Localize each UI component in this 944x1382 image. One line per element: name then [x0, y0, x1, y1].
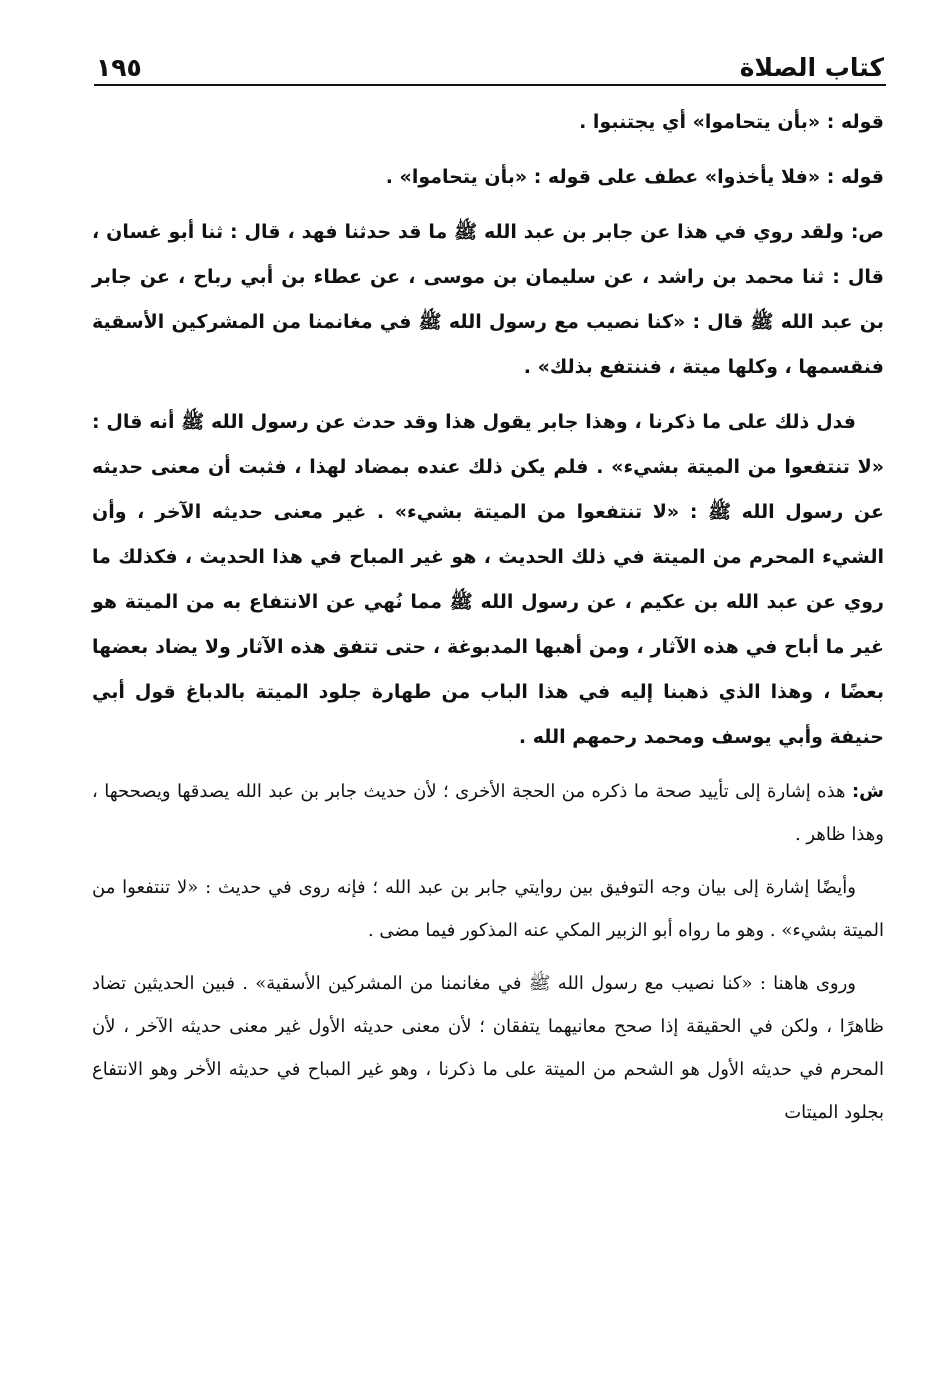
page-header: [96, 36, 884, 80]
paragraph-text: فدل ذلك على ما ذكرنا ، وهذا جابر يقول هذا وقد حدث عن رسول الله ﷺ أنه قال : «لا تنتفعوا من الميتة بشيء» . فلم يكن ذلك عنده بمضاد لهذا ، فثبت أن معنى حديثه عن رسول الله ﷺ : «لا تنتفعوا من الميتة بشيء» . غير معنى حديثه الآخر ، وأن الشيء المحرم من الميتة في ذلك الحديث ، هو غير المباح في هذا الحديث ، فكذلك ما روي عن عبد الله بن عكيم ، عن رسول الله ﷺ مما نُهي عن الانتفاع به من الميتة هو غير ما أباح في هذه الآثار ، ومن أهبها المدبوغة ، حتى تتفق هذه الآثار ولا يضاد بعضها بعضًا ، وهذا الذي ذهبنا إليه في هذا الباب من طهارة جلود الميتة بالدباغ قول أبي حنيفة وأبي يوسف ومحمد رحمهم الله .: [92, 411, 884, 748]
page-body: [92, 100, 884, 1144]
matn-marker: ص:: [850, 221, 884, 243]
sharh-paragraph: [92, 962, 884, 1134]
paragraph-text: ولقد روي في هذا عن جابر بن عبد الله ﷺ ما قد حدثنا فهد ، قال : ثنا أبو غسان ، قال : ثنا محمد بن راشد ، عن سليمان بن موسى ، عن عطاء بن أبي رباح ، عن جابر بن عبد الله ﷺ قال : «كنا نصيب مع رسول الله ﷺ في مغانمنا من المشركين الأسقية فنقسمها ، وكلها ميتة ، فننتفع بذلك» .: [92, 221, 884, 378]
paragraph-text: وروى هاهنا : «كنا نصيب مع رسول الله ﷺ في مغانمنا من المشركين الأسقية» . فبين الحديثين تضاد ظاهرًا ، ولكن في الحقيقة إذا صحح معانيهما يتفقان ؛ لأن معنى حديثه الأول غير معنى حديثه الآخر ، لأن المحرم في حديثه الأول هو الشحم من الميتة على ما ذكرنا ، وهو غير المباح في حديثه الأخر وهو الانتفاع بجلود الميتات: [92, 973, 884, 1123]
header-divider: [94, 84, 886, 86]
commentary-paragraph: [92, 100, 884, 145]
paragraph-text: قوله : «بأن يتحاموا» أي يجتنبوا .: [579, 111, 884, 133]
paragraph-text: هذه إشارة إلى تأييد صحة ما ذكره من الحجة الأخرى ؛ لأن حديث جابر بن عبد الله يصدقها ويصححها ، وهذا ظاهر .: [92, 781, 884, 845]
sharh-paragraph: [92, 866, 884, 952]
matn-paragraph: [92, 400, 884, 760]
sharh-marker: ش:: [851, 781, 884, 802]
paragraph-text: قوله : «فلا يأخذوا» عطف على قوله : «بأن يتحاموا» .: [385, 166, 884, 188]
page-number: ١٩٥: [96, 53, 142, 82]
matn-paragraph: [92, 210, 884, 390]
commentary-paragraph: [92, 155, 884, 200]
sharh-paragraph: [92, 770, 884, 856]
chapter-title: كتاب الصلاة: [739, 53, 884, 82]
paragraph-text: وأيضًا إشارة إلى بيان وجه التوفيق بين روايتي جابر بن عبد الله ؛ فإنه روى في حديث : «لا تنتفعوا من الميتة بشيء» . وهو ما رواه أبو الزبير المكي عنه المذكور فيما مضى .: [92, 877, 884, 941]
